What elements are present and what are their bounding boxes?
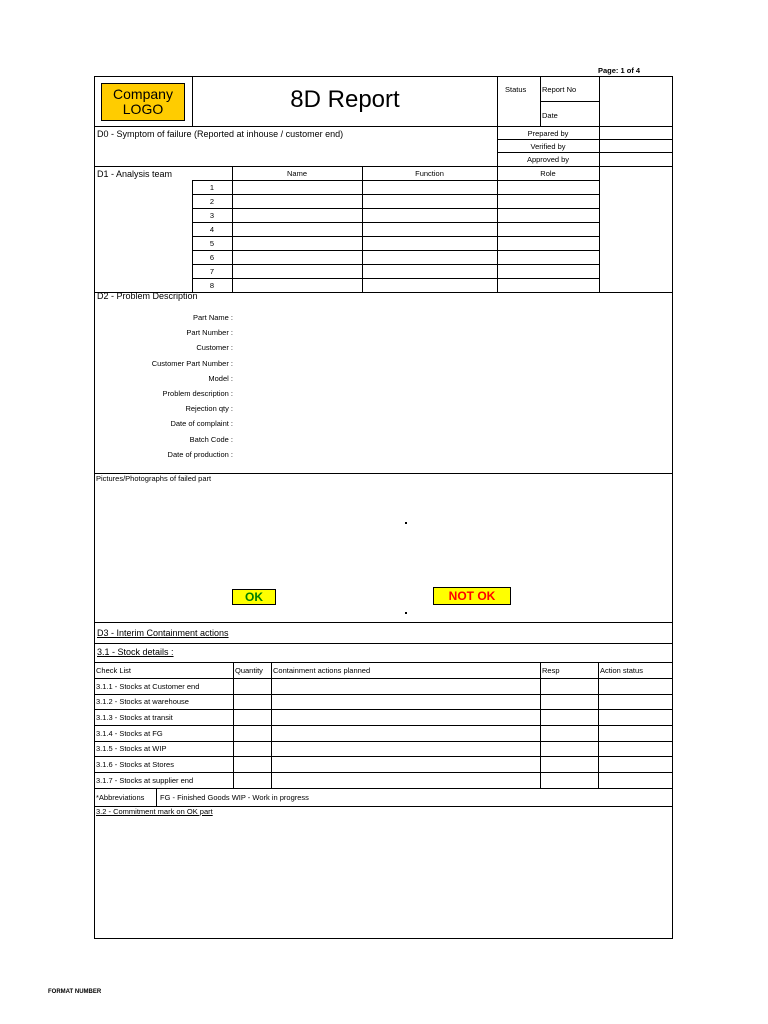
status-label: Status bbox=[505, 85, 527, 94]
stock-row-label: 3.1.5 - Stocks at WIP bbox=[96, 744, 167, 753]
not-ok-badge: NOT OK bbox=[433, 587, 511, 605]
d3-col-quantity: Quantity bbox=[235, 666, 263, 675]
d2-field-label: Customer Part Number : bbox=[151, 359, 233, 368]
stock-row-label: 3.1.3 - Stocks at transit bbox=[96, 713, 173, 722]
d0-heading: D0 - Symptom of failure (Reported at inhouse / customer end) bbox=[97, 129, 344, 139]
d2-heading: D2 - Problem Description bbox=[97, 291, 198, 301]
d3-col-resp: Resp bbox=[542, 666, 560, 675]
placeholder-dot bbox=[405, 612, 407, 614]
approved-by-label: Approved by bbox=[526, 155, 570, 164]
report-title: 8D Report bbox=[290, 86, 400, 113]
logo-line-1: Company bbox=[113, 86, 173, 102]
stock-row-label: 3.1.7 - Stocks at supplier end bbox=[96, 776, 194, 785]
pictures-heading: Pictures/Photographs of failed part bbox=[96, 474, 212, 483]
d2-field-label: Part Number : bbox=[186, 328, 233, 337]
date-label: Date bbox=[542, 111, 558, 120]
d2-field-label: Batch Code : bbox=[189, 435, 233, 444]
stock-row-label: 3.1.4 - Stocks at FG bbox=[96, 729, 163, 738]
d1-row-number: 3 bbox=[209, 211, 215, 220]
d2-field-label: Date of complaint : bbox=[170, 419, 233, 428]
page-number: Page: 1 of 4 bbox=[598, 66, 641, 75]
prepared-by-label: Prepared by bbox=[527, 129, 569, 138]
d3-col-containment: Containment actions planned bbox=[273, 666, 371, 675]
d2-field-label: Date of production : bbox=[167, 450, 233, 459]
d1-row-number: 4 bbox=[209, 225, 215, 234]
d1-row-number: 7 bbox=[209, 267, 215, 276]
d1-col-function: Function bbox=[415, 169, 444, 178]
d1-heading: D1 - Analysis team bbox=[97, 169, 173, 179]
stock-details-heading: 3.1 - Stock details : bbox=[97, 647, 174, 657]
placeholder-dot bbox=[405, 522, 407, 524]
stock-row-label: 3.1.1 - Stocks at Customer end bbox=[96, 682, 200, 691]
report-no-label: Report No bbox=[542, 85, 577, 94]
stock-row-label: 3.1.2 - Stocks at warehouse bbox=[96, 697, 189, 706]
verified-by-label: Verified by bbox=[530, 142, 566, 151]
d3-col-action-status: Action status bbox=[600, 666, 643, 675]
d1-col-role: Role bbox=[540, 169, 556, 178]
d1-row-number: 2 bbox=[209, 197, 215, 206]
d2-field-label: Problem description : bbox=[162, 389, 233, 398]
d3-heading: D3 - Interim Containment actions bbox=[97, 628, 229, 638]
frame-bottom bbox=[94, 938, 673, 939]
d1-row-number: 6 bbox=[209, 253, 215, 262]
frame-top bbox=[94, 76, 673, 77]
d1-col-name: Name bbox=[286, 169, 307, 178]
d2-field-label: Rejection qty : bbox=[185, 404, 233, 413]
d1-row-number: 8 bbox=[209, 281, 215, 290]
d1-row-number: 5 bbox=[209, 239, 215, 248]
format-number: FORMAT NUMBER bbox=[48, 989, 102, 995]
d3-col-check-list: Check List bbox=[96, 666, 132, 675]
ok-badge: OK bbox=[232, 589, 276, 605]
d2-field-label: Part Name : bbox=[192, 313, 233, 322]
d2-field-label: Model : bbox=[208, 374, 233, 383]
abbreviations-text: FG - Finished Goods WIP - Work in progress bbox=[160, 793, 309, 802]
abbreviations-label: *Abbreviations bbox=[96, 793, 145, 802]
frame-right bbox=[672, 76, 673, 938]
commitment-mark-heading: 3.2 - Commitment mark on OK part bbox=[96, 807, 213, 816]
stock-row-label: 3.1.6 - Stocks at Stores bbox=[96, 760, 174, 769]
company-logo bbox=[101, 83, 185, 121]
d2-field-label: Customer : bbox=[196, 343, 233, 352]
frame-left bbox=[94, 76, 95, 938]
d1-row-number: 1 bbox=[209, 183, 215, 192]
logo-line-2: LOGO bbox=[122, 101, 164, 117]
